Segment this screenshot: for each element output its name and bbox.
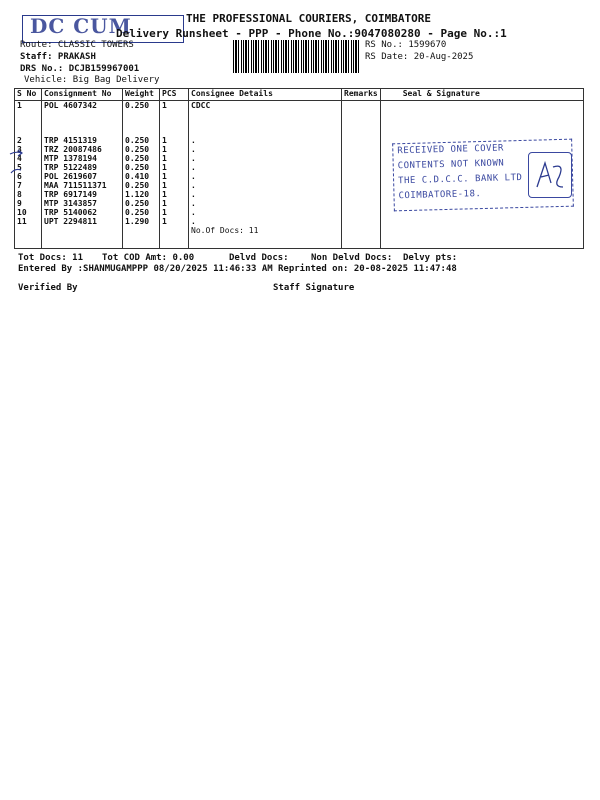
delivery-points: Delvy pts: bbox=[403, 253, 458, 263]
rs-date: RS Date: 20-Aug-2025 bbox=[365, 52, 474, 62]
runsheet-title: Delivery Runsheet - PPP - Phone No.:9047080280 - Page No.:1 bbox=[116, 27, 507, 40]
pen-tick-marks bbox=[8, 148, 26, 178]
signature-icon bbox=[529, 153, 571, 197]
company-name: THE PROFESSIONAL COURIERS, COIMBATORE bbox=[186, 12, 432, 25]
delivered-docs: Delvd Docs: bbox=[229, 253, 289, 263]
remarks-column bbox=[342, 101, 381, 249]
received-stamp: RECEIVED ONE COVER CONTENTS NOT KNOWN THE C.D.C.C. BANK LTD COIMBATORE-18. bbox=[392, 139, 574, 212]
header-remarks: Remarks bbox=[342, 89, 381, 101]
drs-number: DRS No.: DCJB159967001 bbox=[20, 64, 140, 74]
total-cod: Tot COD Amt: 0.00 bbox=[102, 253, 195, 263]
table-header-row bbox=[15, 89, 584, 101]
rs-number: RS No.: 1599670 bbox=[365, 40, 447, 50]
header-consignment: Consignment No bbox=[42, 89, 123, 101]
barcode bbox=[233, 40, 360, 73]
header-weight: Weight bbox=[123, 89, 160, 101]
verified-by: Verified By bbox=[18, 283, 78, 293]
total-docs: Tot Docs: 11 bbox=[18, 253, 84, 263]
route: Route: CLASSIC TOWERS bbox=[20, 40, 134, 50]
vehicle: Vehicle: Big Bag Delivery bbox=[24, 75, 160, 85]
header-sno: S No bbox=[15, 89, 42, 101]
staff: Staff: PRAKASH bbox=[20, 52, 96, 62]
sno-column: 1 2 3 4 5 6 7 8 9 10 11 bbox=[15, 101, 42, 249]
non-delivered-docs: Non Delvd Docs: bbox=[311, 253, 393, 263]
consignment-column: POL 4607342 TRP 4151319 TRZ 20087486 MTP 1378194 TRP 5122489 POL 2619607 MAA 711511371 TRP 6917149 MTP 3143857 TRP 5140062 UPT 2294811 bbox=[42, 101, 123, 249]
header-seal: Seal & Signature bbox=[380, 89, 583, 101]
consignee-column: CDCC . . . . . . . . . . No.Of Docs: 11 bbox=[189, 101, 342, 249]
entered-by: Entered By :SHANMUGAMPPP 08/20/2025 11:46:33 AM bbox=[18, 264, 273, 274]
header-consignee: Consignee Details bbox=[189, 89, 342, 101]
reprinted-on: Reprinted on: 20-08-2025 11:47:48 bbox=[278, 264, 457, 274]
pcs-column: 1 1 1 1 1 1 1 1 1 1 1 bbox=[160, 101, 189, 249]
no-of-docs: No.Of Docs: 11 bbox=[191, 226, 259, 235]
header-pcs: PCS bbox=[160, 89, 189, 101]
weight-column: 0.250 0.250 0.250 0.250 0.250 0.410 0.250 1.120 0.250 0.250 1.290 bbox=[123, 101, 160, 249]
signature-box bbox=[528, 152, 572, 198]
staff-signature: Staff Signature bbox=[273, 283, 355, 293]
dc-stamp-text: DC CUM bbox=[30, 14, 132, 38]
